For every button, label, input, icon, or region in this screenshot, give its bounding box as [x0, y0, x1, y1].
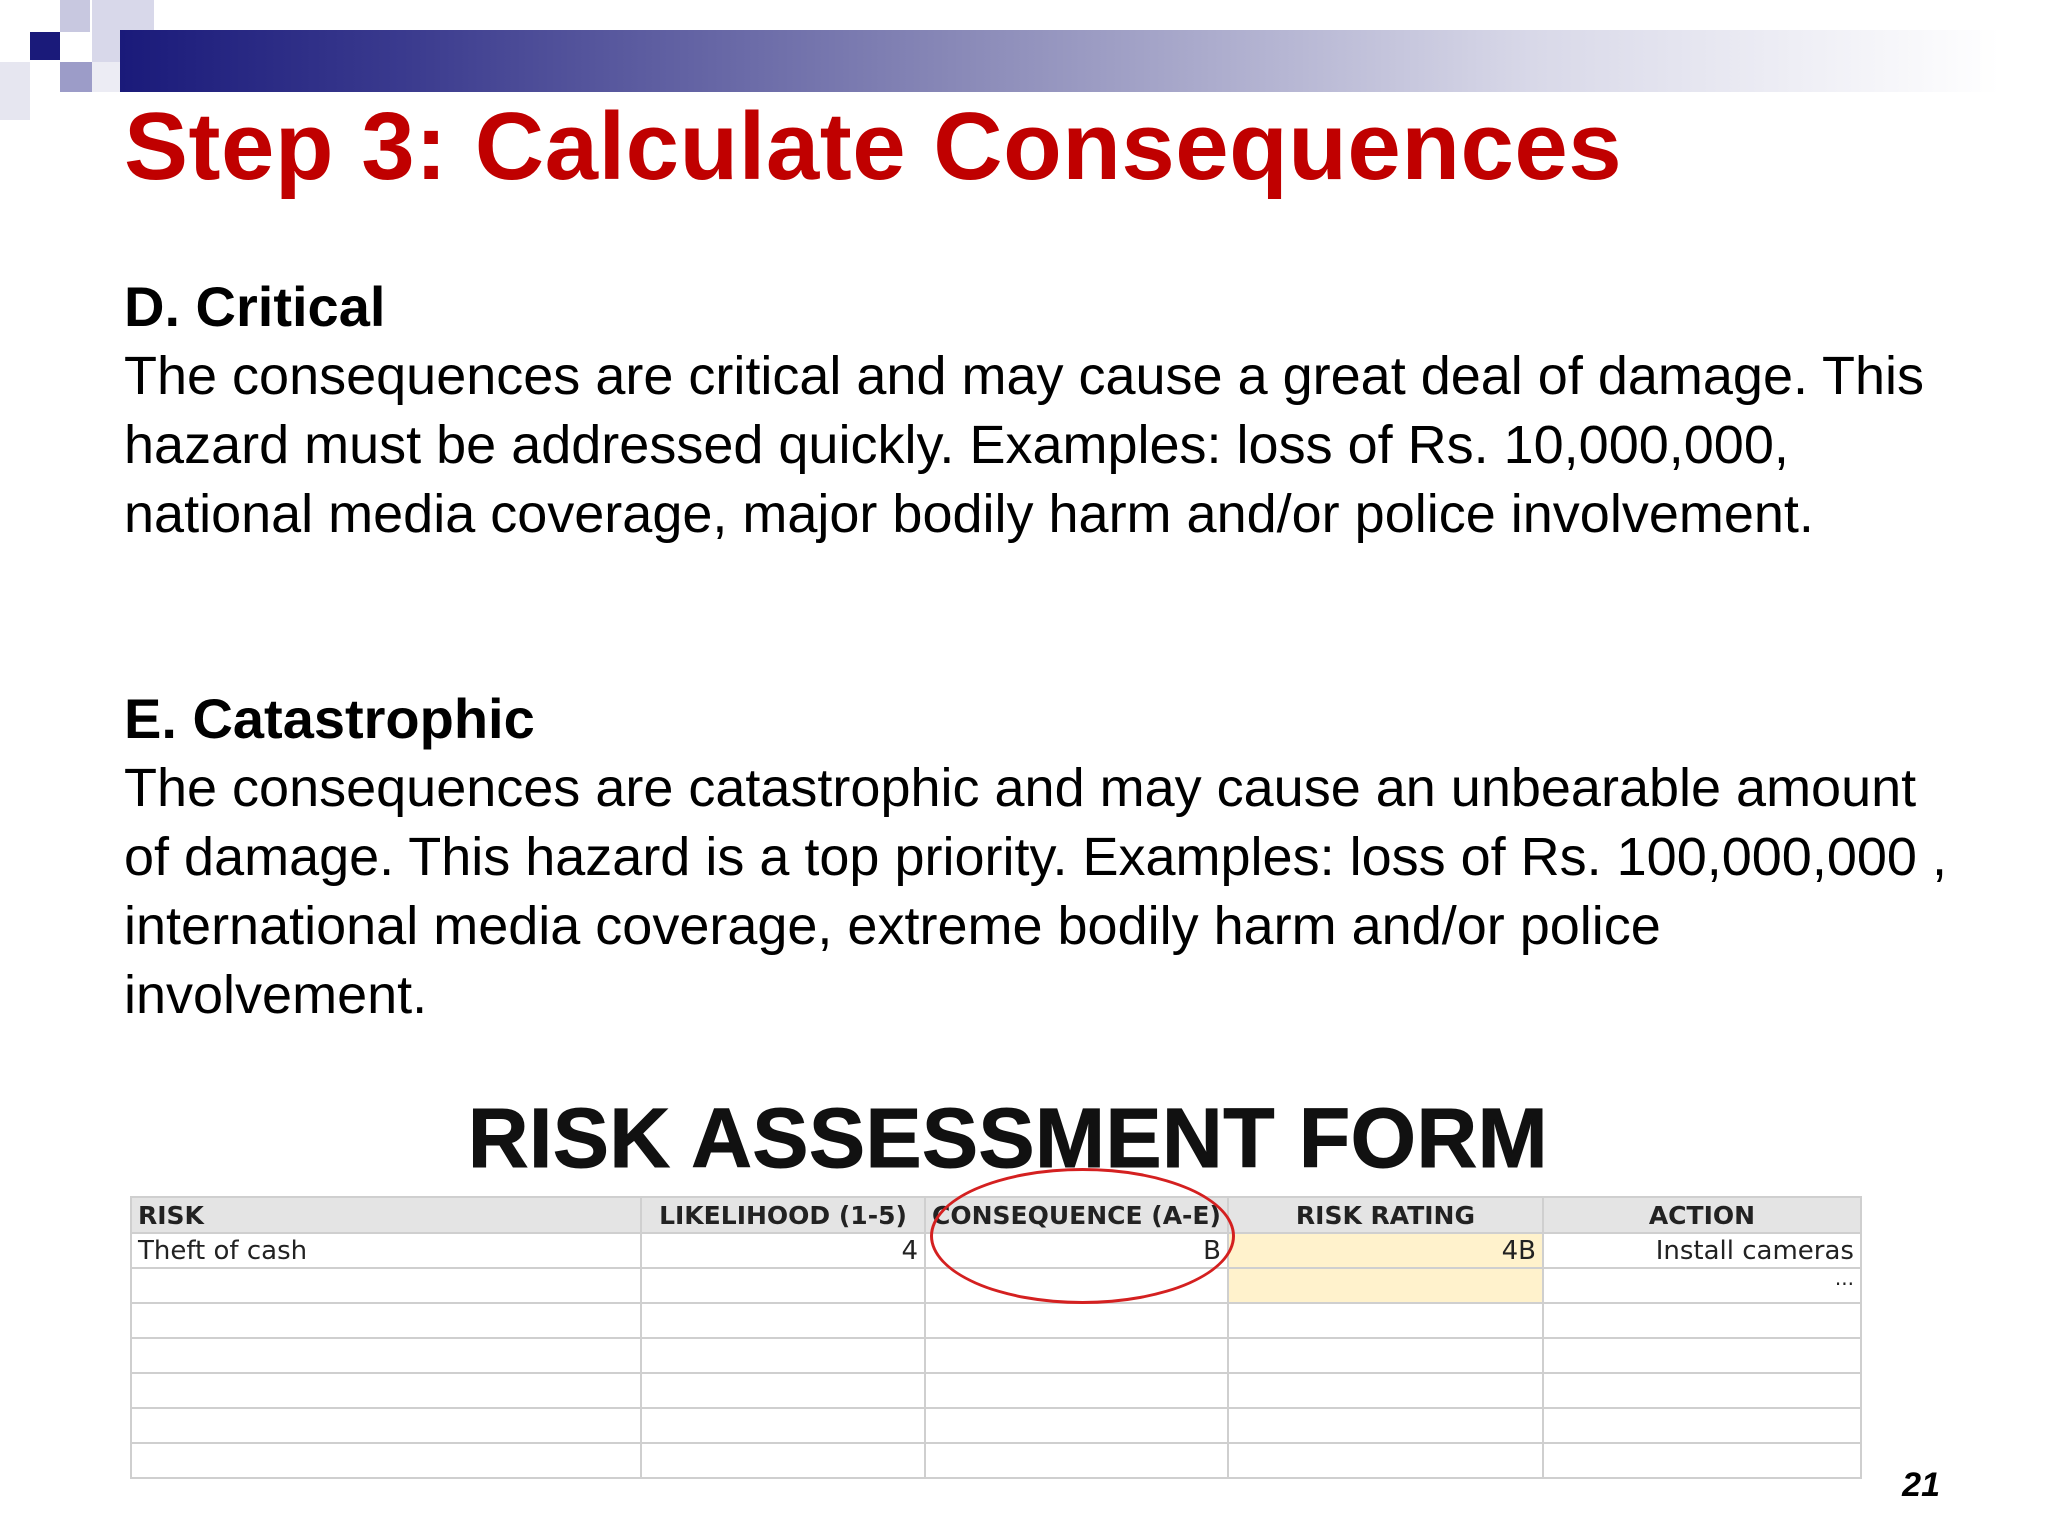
cell-risk: [131, 1268, 641, 1303]
slide-title: Step 3: Calculate Consequences: [124, 93, 1623, 200]
section-body: The consequences are catastrophic and may cause an unbearable amount of damage. This hazard is a top priority. Examples: loss of Rs. 100,000,000 , international media coverage, extreme bodily harm and/or police involvement.: [124, 758, 1947, 1025]
column-header-action: ACTION: [1543, 1197, 1861, 1233]
section-critical: [124, 272, 1954, 549]
cell-action: [1543, 1268, 1861, 1303]
section-heading: E. Catastrophic: [124, 687, 535, 750]
form-title: RISK ASSESSMENT FORM: [467, 1091, 1549, 1185]
section-catastrophic: [124, 684, 1954, 1030]
section-heading: D. Critical: [124, 275, 386, 338]
cell-risk: Theft of cash: [131, 1233, 641, 1268]
section-body: The consequences are critical and may cause a great deal of damage. This hazard must be addressed quickly. Examples: loss of Rs. 10,000,000, national media coverage, major bodily harm and/or police involvement.: [124, 346, 1925, 544]
cell-action: Install cameras: [1543, 1233, 1861, 1268]
table-row: [131, 1443, 1861, 1478]
cell-risk-rating: 4B: [1228, 1233, 1543, 1268]
page-number: 21: [1902, 1466, 1940, 1504]
table-row: [131, 1408, 1861, 1443]
cell-likelihood: 4: [641, 1233, 925, 1268]
header-gradient-bar: [120, 30, 2000, 92]
cell-likelihood: [641, 1268, 925, 1303]
cell-risk-rating: [1228, 1268, 1543, 1303]
table-row: [131, 1373, 1861, 1408]
column-header-risk: RISK: [131, 1197, 641, 1233]
ellipsis-text: ...: [1834, 1268, 1854, 1290]
table-row: [131, 1303, 1861, 1338]
highlight-circle: [930, 1168, 1235, 1304]
cell-consequence: B: [925, 1233, 1228, 1268]
column-header-risk-rating: RISK RATING: [1228, 1197, 1543, 1233]
column-header-likelihood: LIKELIHOOD (1-5): [641, 1197, 925, 1233]
column-header-consequence: CONSEQUENCE (A-E): [925, 1197, 1228, 1233]
table-row: [131, 1338, 1861, 1373]
